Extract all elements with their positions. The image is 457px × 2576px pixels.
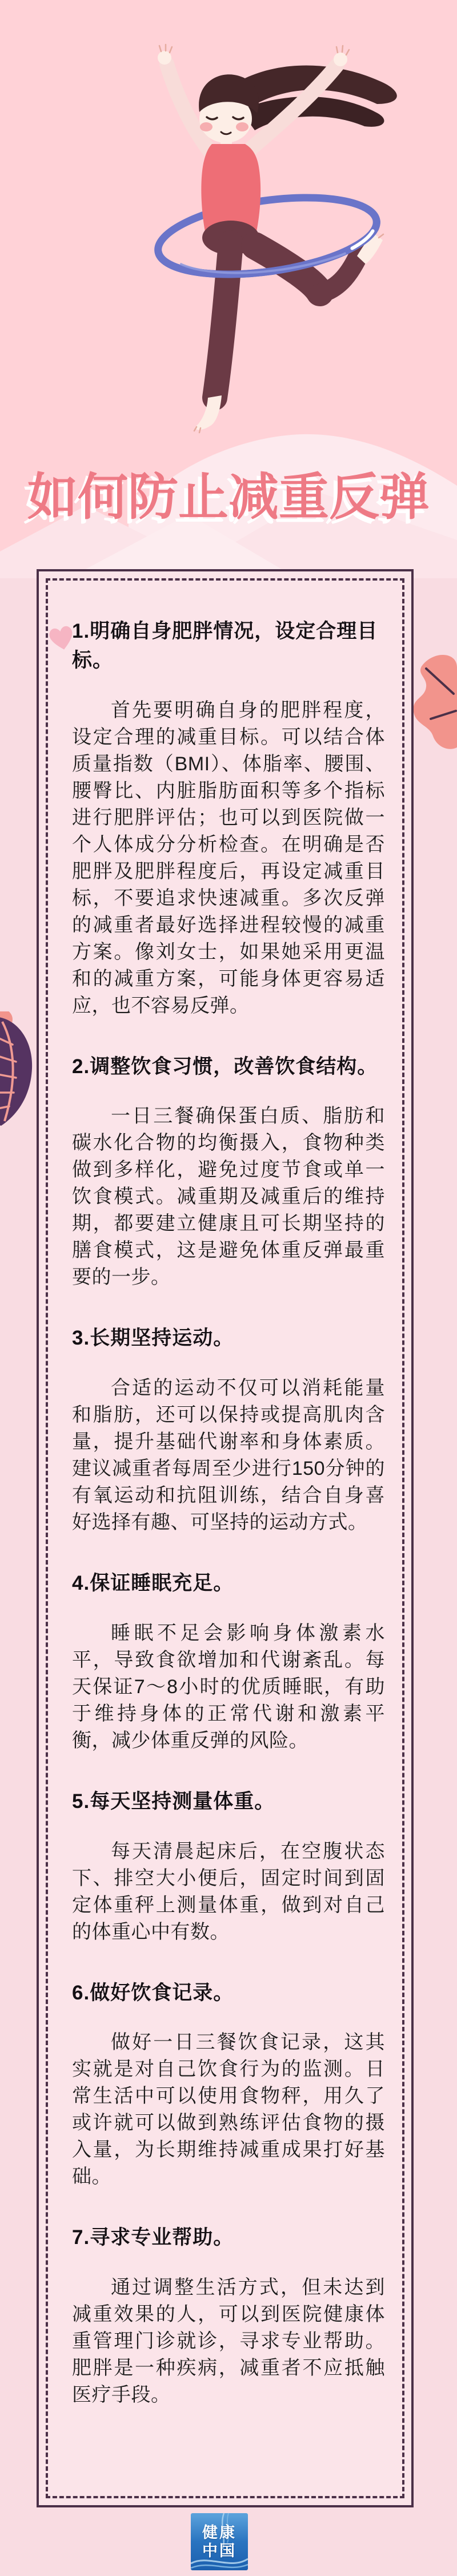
section-7 [72, 2223, 385, 2409]
section-4-heading: 4.保证睡眠充足。 [72, 1572, 234, 1594]
section-1-body: 首先要明确自身的肥胖程度，设定合理的减重目标。可以结合体质量指数（BMI）、体脂率、腰围、腰臀比、内脏脂肪面积等多个指标进行肥胖评估；也可以到医院做一个人体成分分析检查。在明确是否肥胖及肥胖程度后，再设定减重目标，不要追求快速减重。多次反弹的减重者最好选择进程较慢的减重方案。像刘女士，如果她采用更温和的减重方案，可能身体更容易适应，也不容易反弹。 [72, 699, 385, 1017]
section-4-body: 睡眠不足会影响身体激素水平，导致食欲增加和代谢紊乱。每天保证7～8小时的优质睡眠，有助于维持身体的正常代谢和激素平衡，减少体重反弹的风险。 [72, 1622, 385, 1751]
section-1 [72, 617, 385, 1019]
content-card-inner [46, 578, 404, 2498]
section-2 [72, 1053, 385, 1291]
heart-icon [47, 624, 77, 653]
section-3 [72, 1324, 385, 1536]
section-6 [72, 1979, 385, 2191]
section-3-heading: 3.长期坚持运动。 [72, 1327, 234, 1350]
section-3-body: 合适的运动不仅可以消耗能量和脂肪，还可以保持或提高肌肉含量，提升基础代谢率和身体素质。建议减重者每周至少进行150分钟的有氧运动和抗阻训练，结合自身喜好选择有趣、可坚持的运动方式。 [72, 1377, 385, 1533]
section-6-heading: 6.做好饮食记录。 [72, 1981, 234, 2004]
healthy-china-logo [191, 2513, 248, 2570]
pink-blob-decoration [414, 650, 457, 762]
poster-title: 如何防止减重反弹 [27, 469, 430, 525]
section-5 [72, 1787, 385, 1946]
section-5-heading: 5.每天坚持测量体重。 [72, 1790, 275, 1813]
logo-text [191, 2513, 248, 2570]
section-1-heading: 1.明确自身肥胖情况，设定合理目标。 [72, 620, 378, 671]
section-4 [72, 1569, 385, 1754]
section-2-body: 一日三餐确保蛋白质、脂肪和碳水化合物的均衡摄入，食物种类做到多样化，避免过度节食或单一饮食模式。减重期及减重后的维持期，都要建立健康且可长期坚持的膳食模式，这是避免体重反弹最重要的一步。 [72, 1105, 385, 1289]
content-card [37, 569, 414, 2507]
section-7-body: 通过调整生活方式，但未达到减重效果的人，可以到医院健康体重管理门诊就诊，寻求专业帮助。肥胖是一种疾病，减重者不应抵触医疗手段。 [72, 2277, 385, 2406]
purple-leaf-decoration [0, 1011, 38, 1129]
section-7-heading: 7.寻求专业帮助。 [72, 2226, 234, 2249]
section-5-body: 每天清晨起床后，在空腹状态下、排空大小便后，固定时间到固定体重秤上测量体重，做到对自己的体重心中有数。 [72, 1840, 385, 1943]
section-2-heading: 2.调整饮食习惯，改善饮食结构。 [72, 1055, 378, 1078]
logo-line-2: 中国 [202, 2542, 236, 2559]
section-6-body: 做好一日三餐饮食记录，这其实就是对自己饮食行为的监测。日常生活中可以使用食物秤，用久了或许就可以做到熟练评估食物的摄入量，为长期维持减重成果打好基础。 [72, 2031, 385, 2188]
logo-line-1: 健康 [202, 2523, 236, 2541]
